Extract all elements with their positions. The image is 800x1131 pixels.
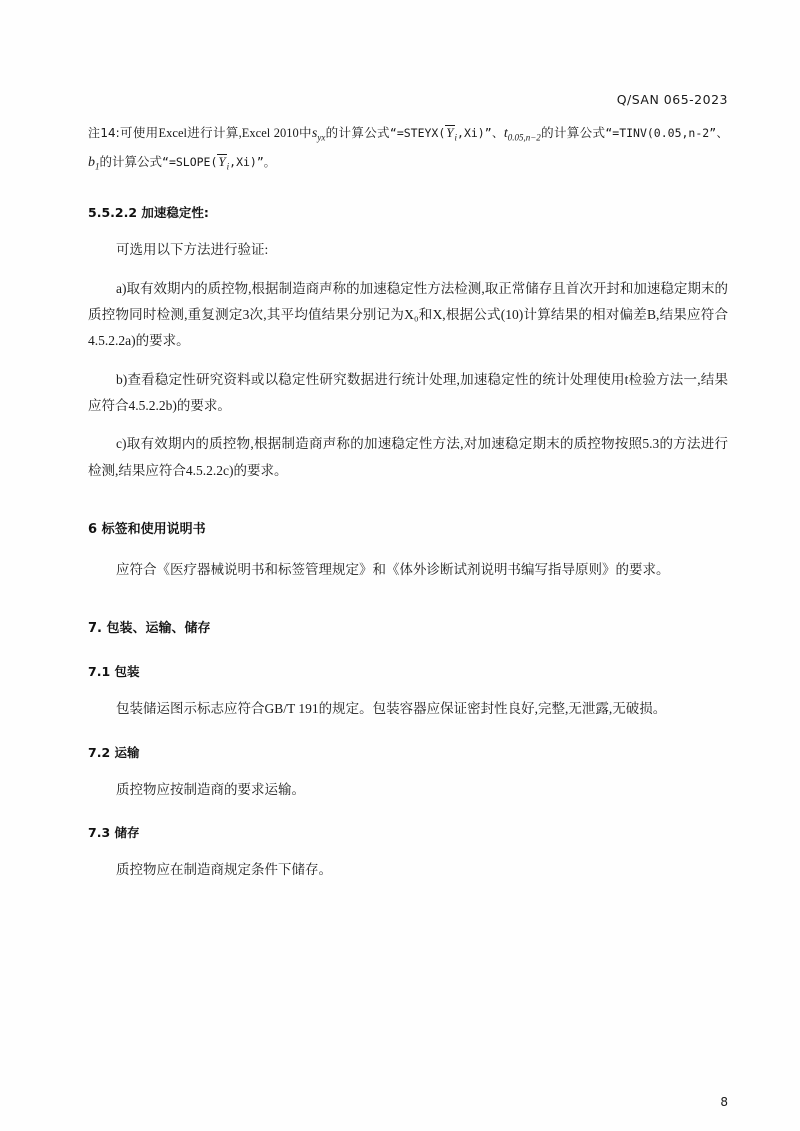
paragraph-6-body: 应符合《医疗器械说明书和标签管理规定》和《体外诊断试剂说明书编写指导原则》的要求。	[116, 561, 670, 577]
note-14	[88, 120, 728, 177]
note-14-formula-2: “=TINV(0.05,n-2”、	[605, 126, 728, 140]
symbol-t: t	[503, 126, 508, 141]
var-y-bar-1: Y	[446, 125, 454, 140]
heading-6: 6 标签和使用说明书	[88, 521, 206, 537]
paragraph-5-5-2-2-item-c: c)取有效期内的质控物,根据制造商声称的加速稳定性方法,对加速稳定期末的质控物按照5.3的方法进行检测,结果应符合4.5.2.2c)的要求。	[88, 436, 728, 478]
symbol-b-subscript: 1	[95, 161, 100, 172]
page-content	[88, 0, 728, 1131]
symbol-s-subscript: yx	[317, 132, 326, 143]
heading-7: 7. 包装、运输、储存	[88, 621, 211, 637]
var-y-bar-2-subscript: i	[226, 161, 230, 172]
var-y-bar-1-subscript: i	[454, 132, 458, 143]
heading-5-5-2-2: 5.5.2.2 加速稳定性:	[88, 205, 209, 221]
heading-7-1: 7.1 包装	[88, 664, 140, 680]
heading-7-3: 7.3 储存	[88, 824, 140, 840]
heading-7-2: 7.2 运输	[88, 744, 140, 760]
symbol-t-subscript: 0.05,n−2	[507, 132, 541, 143]
note-14-text-4: 的计算公式	[99, 154, 163, 169]
note-14-text-2: 的计算公式	[325, 126, 390, 140]
note-14-formula-3: “=SLOPE(	[162, 154, 218, 169]
page-header-code: Q/SAN 065-2023	[616, 92, 728, 107]
symbol-s: s	[311, 126, 318, 141]
note-14-label: 注14:	[88, 126, 120, 140]
paragraph-5-5-2-2-intro: 可选用以下方法进行验证:	[116, 242, 269, 258]
var-y-bar-2: Y	[218, 153, 226, 169]
page-number: 8	[720, 1095, 728, 1109]
symbol-b: b	[88, 154, 95, 170]
paragraph-5-5-2-2-item-a: a)取有效期内的质控物,根据制造商声称的加速稳定性方法检测,取正常储存且首次开封和加速稳定期末的质控物同时检测,重复测定3次,其平均值结果分别记为X₀和X,根据公式(10)计算结果的相对偏差B,结果应符合4.5.2.2a)的要求。	[88, 280, 728, 349]
paragraph-7-2-body: 质控物应按制造商的要求运输。	[116, 781, 305, 797]
note-14-formula-3-end: ,Xi)”。	[229, 154, 276, 169]
note-14-formula-1: “=STEYX(	[389, 126, 446, 140]
paragraph-5-5-2-2-item-b: b)查看稳定性研究资料或以稳定性研究数据进行统计处理,加速稳定性的统计处理使用t检验方法一,结果应符合4.5.2.2b)的要求。	[88, 371, 728, 413]
note-14-formula-1-end: ,Xi)”、	[457, 126, 504, 140]
note-14-text-3: 的计算公式	[540, 126, 606, 140]
document-body	[88, 120, 728, 883]
paragraph-7-1-body: 包装储运图示标志应符合GB/T 191的规定。包装容器应保证密封性良好,完整,无泄露,无破损。	[116, 701, 667, 717]
note-14-text-1: 可使用Excel进行计算,Excel 2010中	[119, 126, 312, 140]
paragraph-7-3-body: 质控物应在制造商规定条件下储存。	[116, 861, 332, 877]
